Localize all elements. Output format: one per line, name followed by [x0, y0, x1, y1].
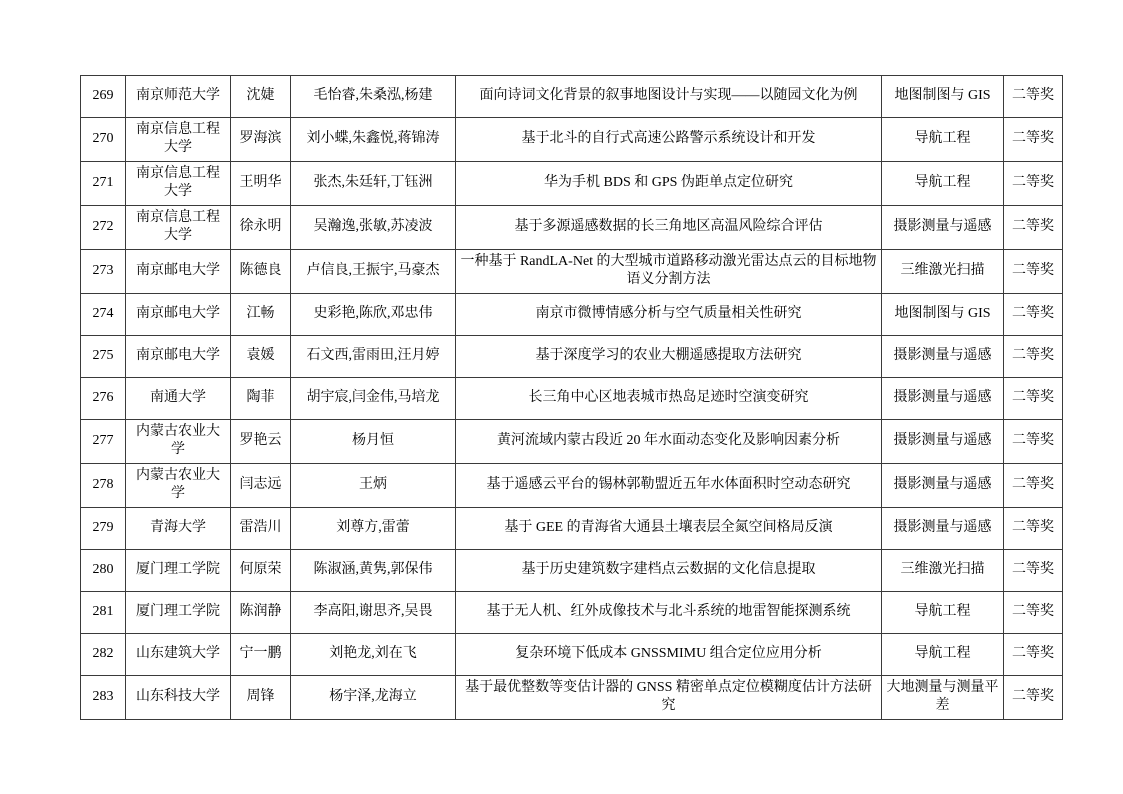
project-title-cell: 基于多源遥感数据的长三角地区高温风险综合评估	[456, 205, 882, 249]
project-title-cell: 黄河流域内蒙古段近 20 年水面动态变化及影响因素分析	[456, 419, 882, 463]
project-title-cell: 南京市微博情感分析与空气质量相关性研究	[456, 293, 882, 335]
table-row	[81, 675, 1063, 719]
award-level-cell: 二等奖	[1004, 507, 1063, 549]
row-number-cell: 270	[81, 118, 126, 162]
project-title-cell: 面向诗词文化背景的叙事地图设计与实现——以随园文化为例	[456, 76, 882, 118]
award-level-cell: 二等奖	[1004, 377, 1063, 419]
project-title-cell: 复杂环境下低成本 GNSSMIMU 组合定位应用分析	[456, 633, 882, 675]
project-title-cell: 华为手机 BDS 和 GPS 伪距单点定位研究	[456, 161, 882, 205]
team-members-cell: 刘尊方,雷蕾	[291, 507, 456, 549]
team-members-cell: 李高阳,谢思齐,吴畏	[291, 591, 456, 633]
row-number-cell: 279	[81, 507, 126, 549]
project-title-cell: 一种基于 RandLA-Net 的大型城市道路移动激光雷达点云的目标地物语义分割方法	[456, 249, 882, 293]
university-cell: 南京信息工程大学	[126, 161, 231, 205]
row-number-cell: 271	[81, 161, 126, 205]
award-level-cell: 二等奖	[1004, 675, 1063, 719]
team-members-cell: 史彩艳,陈欣,邓忠伟	[291, 293, 456, 335]
university-cell: 南京信息工程大学	[126, 118, 231, 162]
award-level-cell: 二等奖	[1004, 76, 1063, 118]
team-members-cell: 石文西,雷雨田,汪月婷	[291, 335, 456, 377]
project-title-cell: 长三角中心区地表城市热岛足迹时空演变研究	[456, 377, 882, 419]
category-cell: 三维激光扫描	[882, 249, 1004, 293]
row-number-cell: 281	[81, 591, 126, 633]
project-title-cell: 基于最优整数等变估计器的 GNSS 精密单点定位模糊度估计方法研究	[456, 675, 882, 719]
team-members-cell: 刘艳龙,刘在飞	[291, 633, 456, 675]
table-row	[81, 118, 1063, 162]
table-row	[81, 249, 1063, 293]
row-number-cell: 283	[81, 675, 126, 719]
award-level-cell: 二等奖	[1004, 463, 1063, 507]
leader-name-cell: 宁一鹏	[231, 633, 291, 675]
leader-name-cell: 陶菲	[231, 377, 291, 419]
row-number-cell: 276	[81, 377, 126, 419]
leader-name-cell: 陈德良	[231, 249, 291, 293]
team-members-cell: 张杰,朱廷轩,丁钰洲	[291, 161, 456, 205]
table-row	[81, 205, 1063, 249]
leader-name-cell: 闫志远	[231, 463, 291, 507]
award-level-cell: 二等奖	[1004, 591, 1063, 633]
table-row	[81, 507, 1063, 549]
category-cell: 大地测量与测量平差	[882, 675, 1004, 719]
table-row	[81, 463, 1063, 507]
project-title-cell: 基于历史建筑数字建档点云数据的文化信息提取	[456, 549, 882, 591]
leader-name-cell: 雷浩川	[231, 507, 291, 549]
leader-name-cell: 陈润静	[231, 591, 291, 633]
row-number-cell: 269	[81, 76, 126, 118]
leader-name-cell: 袁媛	[231, 335, 291, 377]
project-title-cell: 基于深度学习的农业大棚遥感提取方法研究	[456, 335, 882, 377]
category-cell: 摄影测量与遥感	[882, 205, 1004, 249]
category-cell: 导航工程	[882, 591, 1004, 633]
table-row	[81, 377, 1063, 419]
university-cell: 厦门理工学院	[126, 591, 231, 633]
table-row	[81, 335, 1063, 377]
project-title-cell: 基于无人机、红外成像技术与北斗系统的地雷智能探测系统	[456, 591, 882, 633]
university-cell: 南京信息工程大学	[126, 205, 231, 249]
award-level-cell: 二等奖	[1004, 293, 1063, 335]
team-members-cell: 吴瀚逸,张敏,苏凌波	[291, 205, 456, 249]
university-cell: 内蒙古农业大学	[126, 463, 231, 507]
category-cell: 摄影测量与遥感	[882, 377, 1004, 419]
project-title-cell: 基于 GEE 的青海省大通县土壤表层全氮空间格局反演	[456, 507, 882, 549]
table-row	[81, 549, 1063, 591]
row-number-cell: 273	[81, 249, 126, 293]
award-level-cell: 二等奖	[1004, 549, 1063, 591]
leader-name-cell: 王明华	[231, 161, 291, 205]
category-cell: 三维激光扫描	[882, 549, 1004, 591]
row-number-cell: 274	[81, 293, 126, 335]
team-members-cell: 卢信良,王振宇,马豪杰	[291, 249, 456, 293]
leader-name-cell: 何原荣	[231, 549, 291, 591]
table-row	[81, 591, 1063, 633]
award-level-cell: 二等奖	[1004, 205, 1063, 249]
table-row	[81, 161, 1063, 205]
category-cell: 摄影测量与遥感	[882, 463, 1004, 507]
project-title-cell: 基于北斗的自行式高速公路警示系统设计和开发	[456, 118, 882, 162]
award-level-cell: 二等奖	[1004, 249, 1063, 293]
award-table-body	[81, 76, 1063, 720]
university-cell: 青海大学	[126, 507, 231, 549]
category-cell: 导航工程	[882, 633, 1004, 675]
row-number-cell: 282	[81, 633, 126, 675]
university-cell: 厦门理工学院	[126, 549, 231, 591]
leader-name-cell: 罗海滨	[231, 118, 291, 162]
category-cell: 导航工程	[882, 161, 1004, 205]
leader-name-cell: 周锋	[231, 675, 291, 719]
leader-name-cell: 罗艳云	[231, 419, 291, 463]
university-cell: 内蒙古农业大学	[126, 419, 231, 463]
row-number-cell: 278	[81, 463, 126, 507]
team-members-cell: 陈淑涵,黄隽,郭保伟	[291, 549, 456, 591]
university-cell: 南京师范大学	[126, 76, 231, 118]
table-row	[81, 293, 1063, 335]
university-cell: 南通大学	[126, 377, 231, 419]
category-cell: 摄影测量与遥感	[882, 335, 1004, 377]
leader-name-cell: 徐永明	[231, 205, 291, 249]
category-cell: 导航工程	[882, 118, 1004, 162]
table-row	[81, 633, 1063, 675]
university-cell: 南京邮电大学	[126, 335, 231, 377]
team-members-cell: 王炳	[291, 463, 456, 507]
project-title-cell: 基于遥感云平台的锡林郭勒盟近五年水体面积时空动态研究	[456, 463, 882, 507]
row-number-cell: 277	[81, 419, 126, 463]
university-cell: 南京邮电大学	[126, 293, 231, 335]
team-members-cell: 胡宇宸,闫金伟,马培龙	[291, 377, 456, 419]
table-row	[81, 419, 1063, 463]
category-cell: 摄影测量与遥感	[882, 419, 1004, 463]
category-cell: 地图制图与 GIS	[882, 293, 1004, 335]
leader-name-cell: 沈婕	[231, 76, 291, 118]
award-level-cell: 二等奖	[1004, 335, 1063, 377]
award-list-table	[80, 75, 1063, 720]
team-members-cell: 刘小蝶,朱鑫悦,蒋锦涛	[291, 118, 456, 162]
row-number-cell: 275	[81, 335, 126, 377]
university-cell: 山东建筑大学	[126, 633, 231, 675]
row-number-cell: 272	[81, 205, 126, 249]
leader-name-cell: 江畅	[231, 293, 291, 335]
category-cell: 地图制图与 GIS	[882, 76, 1004, 118]
award-level-cell: 二等奖	[1004, 161, 1063, 205]
award-level-cell: 二等奖	[1004, 419, 1063, 463]
team-members-cell: 杨宇泽,龙海立	[291, 675, 456, 719]
team-members-cell: 毛怡睿,朱桑泓,杨建	[291, 76, 456, 118]
category-cell: 摄影测量与遥感	[882, 507, 1004, 549]
university-cell: 山东科技大学	[126, 675, 231, 719]
table-row	[81, 76, 1063, 118]
row-number-cell: 280	[81, 549, 126, 591]
team-members-cell: 杨月恒	[291, 419, 456, 463]
award-level-cell: 二等奖	[1004, 633, 1063, 675]
university-cell: 南京邮电大学	[126, 249, 231, 293]
award-level-cell: 二等奖	[1004, 118, 1063, 162]
